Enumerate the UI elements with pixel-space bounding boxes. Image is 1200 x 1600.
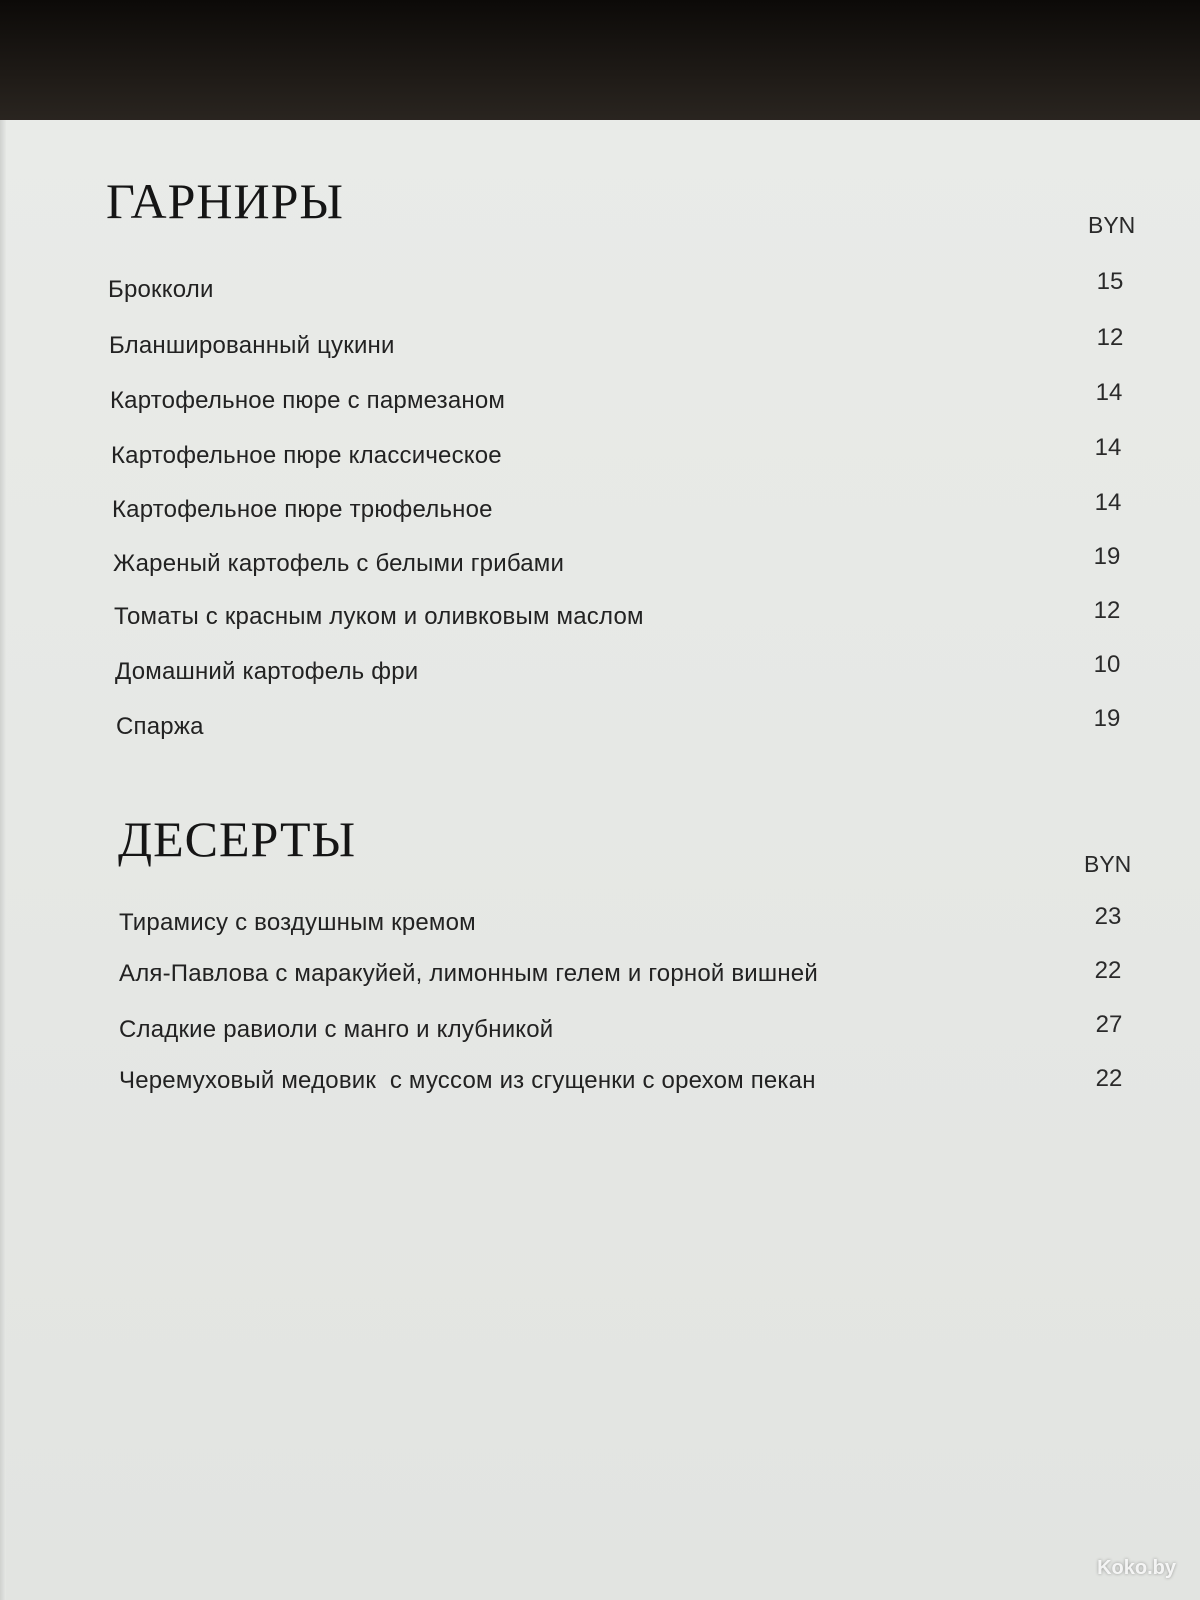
dark-background [0, 0, 1200, 122]
watermark-logo: Koko.by [1097, 1557, 1176, 1579]
menu-item-name: Томаты с красным луком и оливковым маслом [114, 603, 644, 630]
menu-item-price: 22 [1094, 957, 1122, 984]
menu-item-name: Жареный картофель с белыми грибами [113, 550, 565, 577]
menu-item-price: 19 [1093, 705, 1121, 732]
menu-item-name: Черемуховый медовик с муссом из сгущенки с орехом пекан [119, 1067, 816, 1094]
menu-item-name: Брокколи [108, 276, 214, 303]
menu-item-price: 14 [1094, 434, 1122, 461]
menu-item-price: 12 [1096, 324, 1124, 351]
section-title-desserts: ДЕСЕРТЫ [118, 811, 357, 867]
menu-item-price: 14 [1094, 489, 1122, 516]
menu-item-price: 19 [1093, 543, 1121, 570]
menu-item-price: 22 [1095, 1065, 1123, 1092]
menu-item-name: Сладкие равиоли с манго и клубникой [119, 1016, 554, 1043]
menu-item-name: Картофельное пюре с пармезаном [110, 387, 506, 414]
menu-item-name: Картофельное пюре классическое [111, 442, 502, 469]
currency-label: BYN [1088, 212, 1136, 238]
menu-item-price: 14 [1095, 379, 1123, 406]
currency-label: BYN [1084, 851, 1132, 877]
menu-item-name: Тирамису с воздушным кремом [119, 909, 476, 936]
menu-item-name: Аля-Павлова с маракуйей, лимонным гелем и горной вишней [119, 960, 818, 987]
menu-page [0, 120, 1200, 1600]
section-title-garnishes: ГАРНИРЫ [106, 173, 345, 229]
menu-item-price: 10 [1093, 651, 1121, 678]
menu-item-name: Спаржа [116, 713, 204, 740]
page-fold-edge [0, 120, 6, 1600]
menu-item-price: 15 [1096, 268, 1124, 295]
menu-item-name: Картофельное пюре трюфельное [112, 496, 493, 523]
menu-item-name: Бланшированный цукини [109, 332, 395, 359]
menu-item-price: 23 [1094, 903, 1122, 930]
menu-item-name: Домашний картофель фри [115, 658, 419, 685]
menu-item-price: 27 [1095, 1011, 1123, 1038]
menu-item-price: 12 [1093, 597, 1121, 624]
